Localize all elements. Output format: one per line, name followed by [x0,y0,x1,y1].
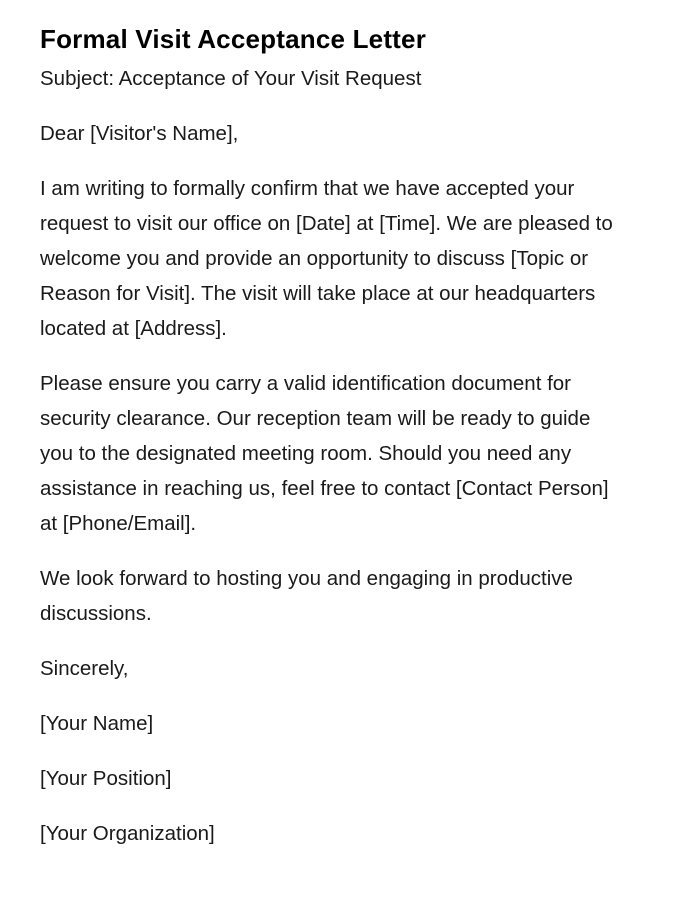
closing: Sincerely, [40,657,129,680]
letter-title: Formal Visit Acceptance Letter [40,24,427,54]
signature-organization: [Your Organization] [40,822,215,845]
body-paragraph: We look forward to hosting you and engaging in productive discussions. [40,567,573,625]
signature-name: [Your Name] [40,712,154,735]
salutation: Dear [Visitor's Name], [40,122,239,145]
body-paragraph: Please ensure you carry a valid identification document for security clearance. Our reception team will be ready to guide you to the designated meeting room. Should you need any assistance in reaching us, feel free to contact [Contact Person] at [Phone/Email]. [40,372,609,535]
signature-position: [Your Position] [40,767,172,790]
body-paragraph: I am writing to formally confirm that we have accepted your request to visit our office on [Date] at [Time]. We are pleased to welcome you and provide an opportunity to discuss [Topic or Reason for Visit]. The visit will take place at our headquarters located at [Address]. [40,177,613,340]
subject-line: Subject: Acceptance of Your Visit Request [40,67,422,90]
